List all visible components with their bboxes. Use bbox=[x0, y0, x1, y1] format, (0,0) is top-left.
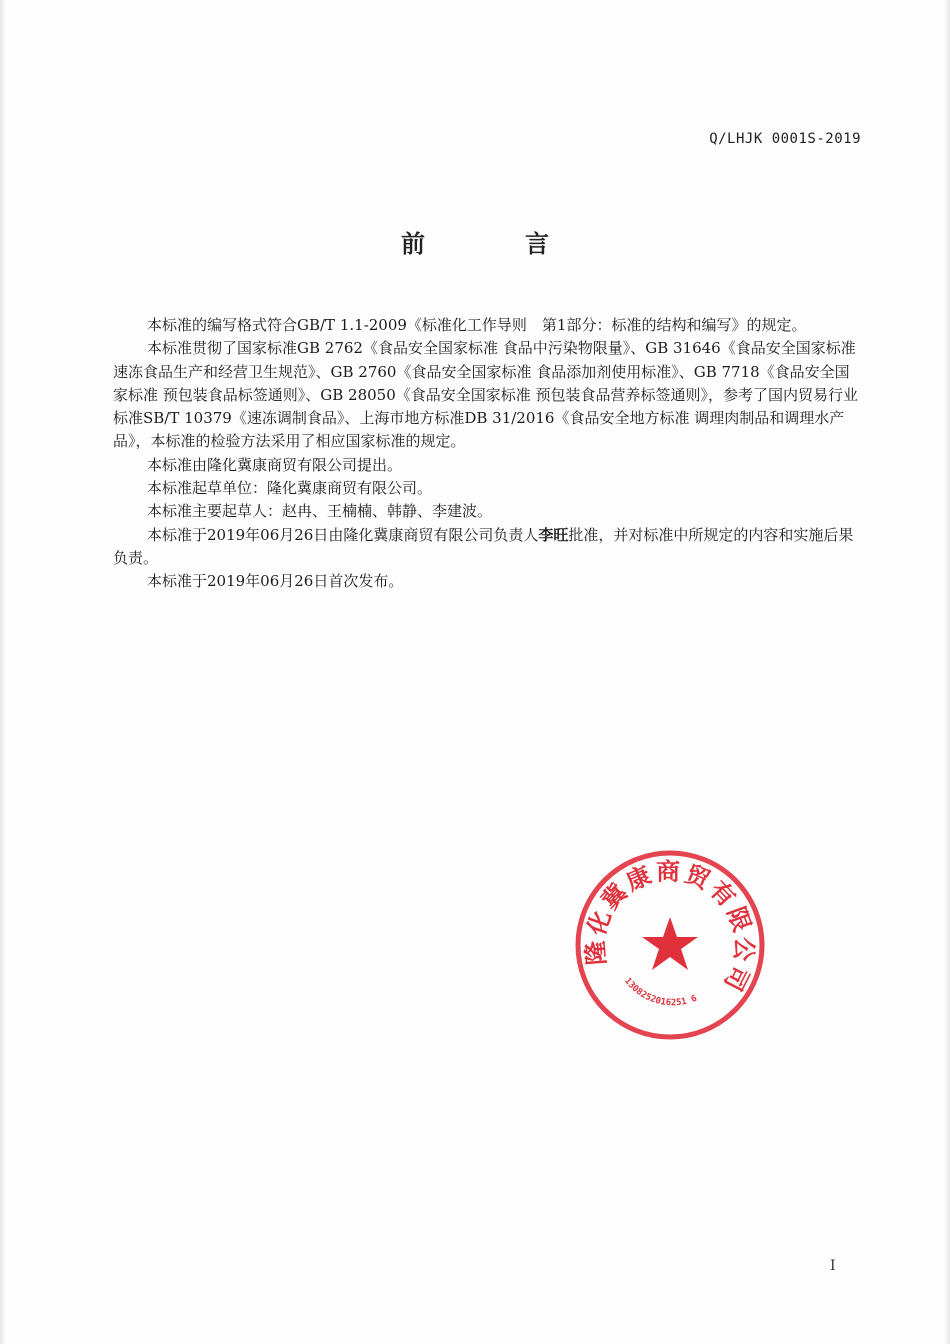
paragraph-approval bbox=[113, 524, 863, 571]
page-number: I bbox=[830, 1258, 836, 1274]
approval-text-before: 本标准于2019年06月26日由隆化冀康商贸有限公司负责人 bbox=[147, 525, 539, 544]
company-seal bbox=[570, 845, 770, 1045]
paragraph-release: 本标准于2019年06月26日首次发布。 bbox=[147, 572, 404, 591]
paragraph-proposer: 本标准由隆化冀康商贸有限公司提出。 bbox=[147, 455, 403, 474]
seal-number: 1308252016251 6 bbox=[622, 976, 699, 1009]
scan-edge-left bbox=[0, 0, 6, 1344]
page-title bbox=[0, 224, 950, 259]
approval-text-after: 批准，并对标准中所规定的内容和实施后果负责。 bbox=[113, 525, 854, 567]
title-char-2: 言 bbox=[525, 230, 549, 258]
paragraph-drafting-unit: 本标准起草单位：隆化冀康商贸有限公司。 bbox=[147, 479, 433, 498]
title-char-1: 前 bbox=[401, 230, 425, 258]
seal-company-name: 隆化冀康商贸有限公司 bbox=[581, 857, 759, 998]
seal-star-icon bbox=[642, 917, 698, 970]
paragraph-references: 本标准贯彻了国家标准GB 2762《食品安全国家标准 食品中污染物限量》、GB 31646《食品安全国家标准 速冻食品生产和经营卫生规范》、GB 2760《食品安全国家标准 食品添加剂使用标准》、GB 7718《食品安全国家标准 预包装食品标签通则》、GB 28050《食品安全国家标准 预包装食品营养标签通则》，参考了国内贸易行业标准SB/T 10379《速冻调制食品》、上海市地方标准DB 31/2016《食品安全地方标准 调理肉制品和调理水产品》，本标准的检验方法采用了相应国家标准的规定。 bbox=[113, 339, 859, 451]
scan-edge-right bbox=[944, 0, 950, 1344]
signature-name: 李旺 bbox=[538, 525, 569, 544]
paragraph-format: 本标准的编写格式符合GB/T 1.1-2009《标准化工作导则 第1部分：标准的结构和编写》的规定。 bbox=[147, 316, 807, 334]
preface-body bbox=[113, 314, 863, 594]
paragraph-drafters: 本标准主要起草人：赵冉、王楠楠、韩静、李建波。 bbox=[147, 502, 493, 521]
document-code: Q/LHJK 0001S-2019 bbox=[709, 131, 861, 147]
